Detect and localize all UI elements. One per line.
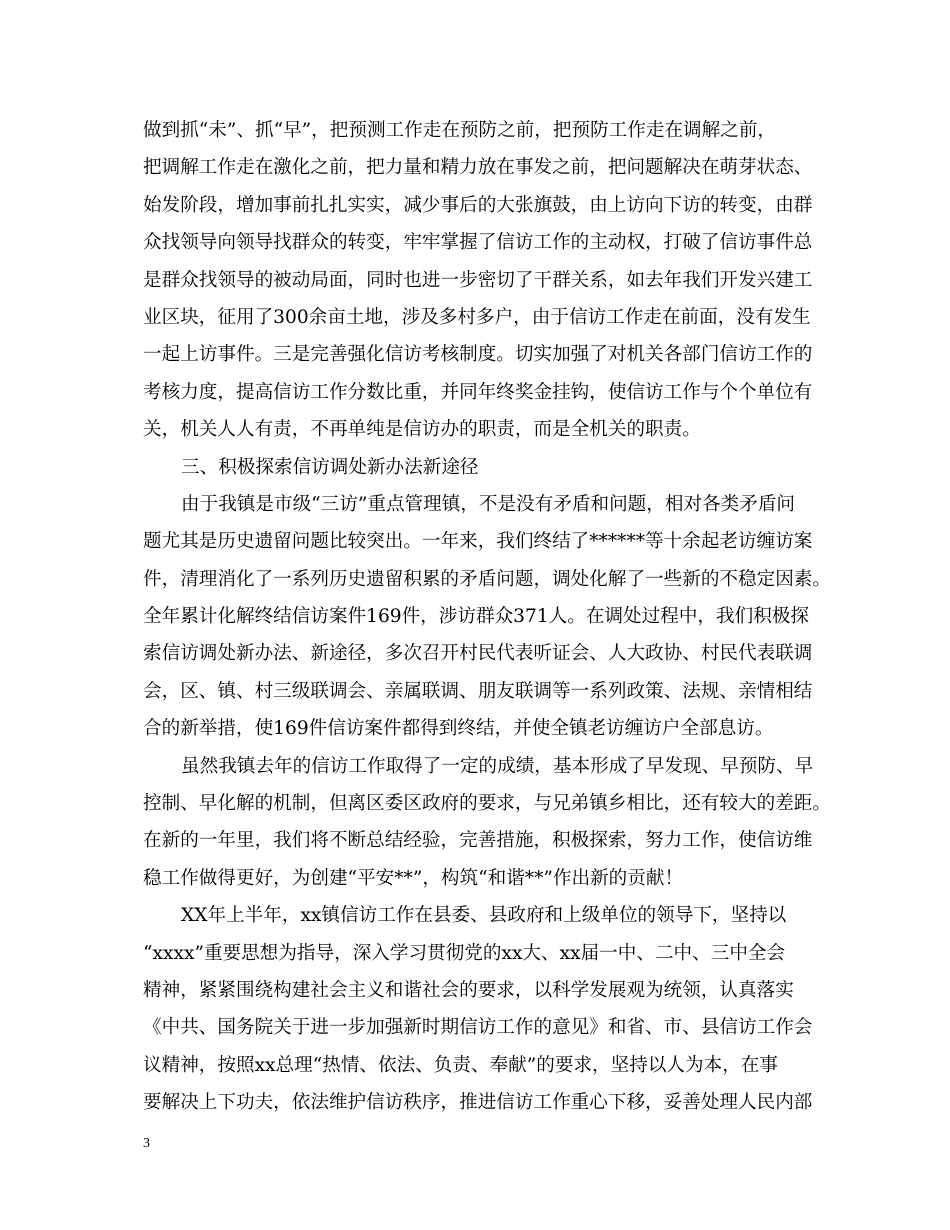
text-line: “xxxx”重要思想为指导，深入学习贯彻党的xx大、xx届一中、二中、三中全会 — [143, 942, 786, 964]
text-line: 要解决上下功夫，依法维护信访秩序，推进信访工作重心下移，妥善处理人民内部 — [143, 1092, 813, 1114]
text-line: 由于我镇是市级“三访”重点管理镇，不是没有矛盾和问题，相对各类矛盾问 — [181, 493, 796, 515]
text-line: 题尤其是历史遗留问题比较突出。一年来，我们终结了******等十余起老访缠访案 — [143, 531, 813, 553]
document-body — [143, 112, 831, 1122]
text-line: 稳工作做得更好，为创建“平安**”，构筑“和谐**”作出新的贡献！ — [143, 867, 684, 889]
text-line: 控制、早化解的机制，但离区委区政府的要求，与兄弟镇乡相比，还有较大的差距。 — [143, 793, 831, 815]
text-line: 考核力度，提高信访工作分数比重，并同年终奖金挂钩，使信访工作与个个单位有 — [143, 381, 813, 403]
text-line: 始发阶段，增加事前扎扎实实，减少事后的大张旗鼓，由上访向下访的转变，由群 — [143, 194, 813, 216]
text-line: 合的新举措，使169件信访案件都得到终结，并使全镇老访缠访户全部息访。 — [143, 718, 774, 740]
text-line: 会，区、镇、村三级联调会、亲属联调、朋友联调等一系列政策、法规、亲情相结 — [143, 680, 813, 702]
text-line: 关，机关人人有责，不再单纯是信访办的职责，而是全机关的职责。 — [143, 419, 701, 441]
text-line: 在新的一年里，我们将不断总结经验，完善措施，积极探索，努力工作，使信访维 — [143, 830, 813, 852]
text-line: XX年上半年，xx镇信访工作在县委、县政府和上级单位的领导下，坚持以 — [181, 905, 787, 927]
page-number: 3 — [143, 1136, 150, 1151]
text-line: 《中共、国务院关于进一步加强新时期信访工作的意见》和省、市、县信访工作会 — [143, 1017, 813, 1039]
text-line: 业区块，征用了300余亩土地，涉及多村多户，由于信访工作走在前面，没有发生 — [143, 306, 811, 328]
text-line: 一起上访事件。三是完善强化信访考核制度。切实加强了对机关各部门信访工作的 — [143, 344, 813, 366]
text-line: 件，清理消化了一系列历史遗留积累的矛盾问题，调处化解了一些新的不稳定因素。 — [143, 568, 831, 590]
section-heading: 三、积极探索信访调处新办法新途径 — [181, 456, 479, 478]
text-line: 做到抓“未”、抓“早”，把预测工作走在预防之前，把预防工作走在调解之前， — [143, 120, 777, 141]
text-line: 把调解工作走在激化之前，把力量和精力放在事发之前，把问题解决在萌芽状态、 — [143, 157, 813, 179]
text-line: 众找领导向领导找群众的转变，牢牢掌握了信访工作的主动权，打破了信访事件总 — [143, 232, 813, 254]
text-line: 虽然我镇去年的信访工作取得了一定的成绩，基本形成了早发现、早预防、早 — [181, 755, 814, 777]
text-line: 精神，紧紧围绕构建社会主义和谐社会的要求，以科学发展观为统领，认真落实 — [143, 979, 794, 1001]
text-line: 议精神，按照xx总理“热情、依法、负责、奉献”的要求，坚持以人为本，在事 — [143, 1054, 778, 1076]
text-line: 索信访调处新办法、新途径，多次召开村民代表听证会、人大政协、村民代表联调 — [143, 643, 813, 665]
text-line: 全年累计化解终结信访案件169件，涉访群众371人。在调处过程中，我们积极探 — [143, 606, 809, 628]
text-line: 是群众找领导的被动局面，同时也进一步密切了干群关系，如去年我们开发兴建工 — [143, 269, 813, 291]
